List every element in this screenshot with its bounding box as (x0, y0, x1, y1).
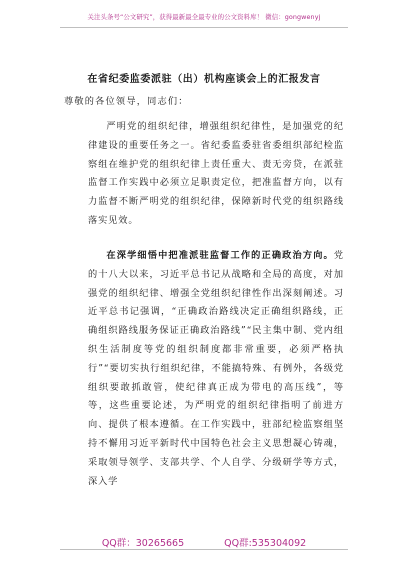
paragraph-2 (88, 247, 344, 491)
footer-divider (60, 549, 348, 550)
paragraph-2-lead: 在深学细悟中把准派驻监督工作的正确政治方向。 (106, 250, 334, 261)
promo-banner: 关注头条号“公文研究”，获得最新最全最专业的公文资料库！ 微信：gongwenyj (87, 13, 321, 21)
footer-qq-group-2: QQ群:535304092 (224, 538, 307, 549)
paragraph-1: 严明党的组织纪律，增强组织纪律性，是加强党的纪律建设的重要任务之一。省纪委监委驻省委组织部纪检监察组在维护党的组织纪律上责任重大、责无旁贷，在派驻监督工作实践中必须立足职责定位，把准监督方向，以有力监督不断严明党的组织纪律，保障新时代党的组织路线落实见效。 (88, 121, 344, 226)
header-divider (60, 27, 348, 28)
footer-contact (0, 535, 408, 549)
salutation: 尊敬的各位领导，同志们： (64, 96, 189, 107)
document-title: 在省纪委监委派驻（出）机构座谈会上的汇报发言 (87, 74, 321, 85)
paragraph-2-body: 党的十八大以来，习近平总书记从战略和全局的高度，对加强党的组织纪律、增强全党组织纪律性作出深刻阐述。习近平总书记强调，“正确政治路线决定正确组织路线，正确组织路线服务保证正确政治路线”“民主集中制、党内组织生活制度等党的组织制度都非常重要，必须严格执行”“要切实执行组织纪律，不能搞特殊、有例外，各级党组织要敢抓敢管，使纪律真正成为带电的高压线”，等等，这些重要论述，为严明党的组织纪律指明了前进方向、提供了根本遵循。在工作实践中，驻部纪检监察组坚持不懈用习近平新时代中国特色社会主义思想凝心铸魂，采取领导领学、支部共学、个人自学、分级研学等方式，深入学 (88, 250, 344, 487)
footer-qq-group-1: QQ群：30265665 (101, 538, 185, 549)
